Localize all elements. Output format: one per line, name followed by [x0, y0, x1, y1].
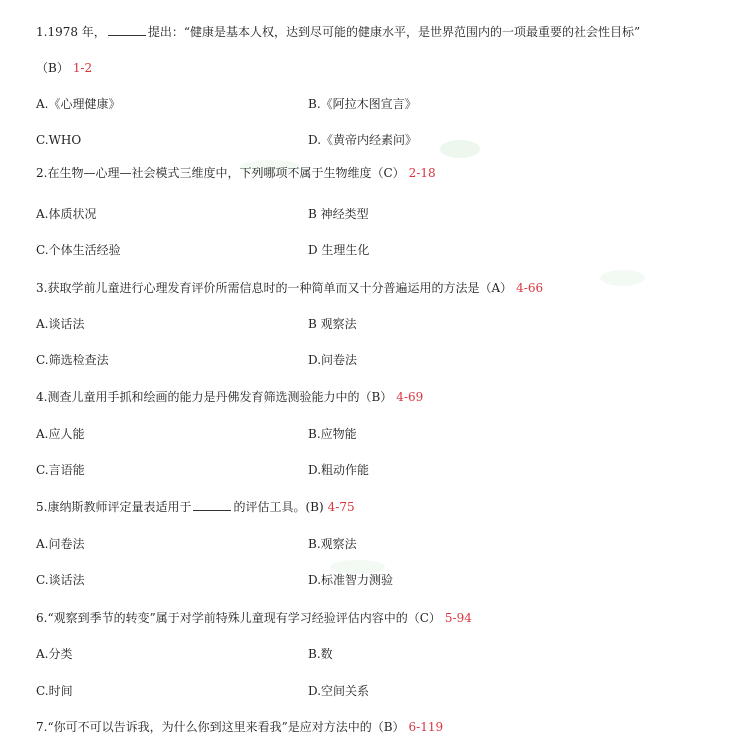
option-a: A.问卷法 — [36, 537, 85, 551]
option-a: A.应人能 — [36, 427, 85, 441]
option-a: A.体质状况 — [36, 207, 97, 221]
page-ref: 5-94 — [444, 611, 472, 625]
question-2-stem: 2.在生物—心理—社会模式三维度中，下列哪项不属于生物维度（C） 2-18 — [36, 166, 436, 180]
option-b: B 神经类型 — [308, 207, 369, 221]
option-b: B.应物能 — [308, 427, 357, 441]
question-7-stem: 7.“你可不可以告诉我，为什么你到这里来看我”是应对方法中的（B） 6-119 — [36, 720, 444, 734]
watermark-blob — [440, 140, 480, 158]
option-c: C.谈话法 — [36, 573, 85, 587]
option-a: A.分类 — [36, 647, 73, 661]
page-ref: 6-119 — [408, 720, 444, 734]
question-5-stem: 5.康纳斯教师评定量表适用于 的评估工具。(B) 4-75 — [36, 500, 355, 514]
question-1-stem: 1.1978 年， 提出：“健康是基本人权，达到尽可能的健康水平，是世界范围内的一项最重要的社会性目标” — [36, 25, 641, 39]
option-c: C.个体生活经验 — [36, 243, 121, 257]
option-c: C.时间 — [36, 684, 73, 698]
option-c: C.WHO — [36, 133, 82, 147]
page-ref: 4-66 — [516, 281, 544, 295]
option-d: D.问卷法 — [308, 353, 358, 367]
option-b: B 观察法 — [308, 317, 357, 331]
option-c: C.筛选检查法 — [36, 353, 109, 367]
fill-blank — [193, 499, 231, 511]
option-d: D.空间关系 — [308, 684, 370, 698]
option-a: A.《心理健康》 — [36, 97, 121, 111]
page-ref: 1-2 — [72, 61, 93, 75]
page-ref: 4-69 — [396, 390, 424, 404]
question-6-stem: 6.“观察到季节的转变”属于对学前特殊儿童现有学习经验评估内容中的（C） 5-94 — [36, 611, 472, 625]
watermark-blob — [600, 270, 645, 286]
option-b: B.数 — [308, 647, 333, 661]
question-1-answer: （B） 1-2 — [36, 61, 93, 75]
question-4-stem: 4.测查儿童用手抓和绘画的能力是丹佛发育筛选测验能力中的（B） 4-69 — [36, 390, 424, 404]
page-ref: 2-18 — [408, 166, 436, 180]
fill-blank — [108, 24, 146, 36]
option-d: D.粗动作能 — [308, 463, 370, 477]
question-3-stem: 3.获取学前儿童进行心理发育评价所需信息时的一种简单而又十分普遍运用的方法是（A） 4-66 — [36, 281, 544, 295]
option-d: D.标准智力测验 — [308, 573, 394, 587]
option-c: C.言语能 — [36, 463, 85, 477]
option-b: B.《阿拉木图宣言》 — [308, 97, 417, 111]
option-d: D 生理生化 — [308, 243, 370, 257]
page-ref: 4-75 — [327, 500, 355, 514]
option-b: B.观察法 — [308, 537, 357, 551]
option-a: A.谈话法 — [36, 317, 85, 331]
option-d: D.《黄帝内经素问》 — [308, 133, 418, 147]
